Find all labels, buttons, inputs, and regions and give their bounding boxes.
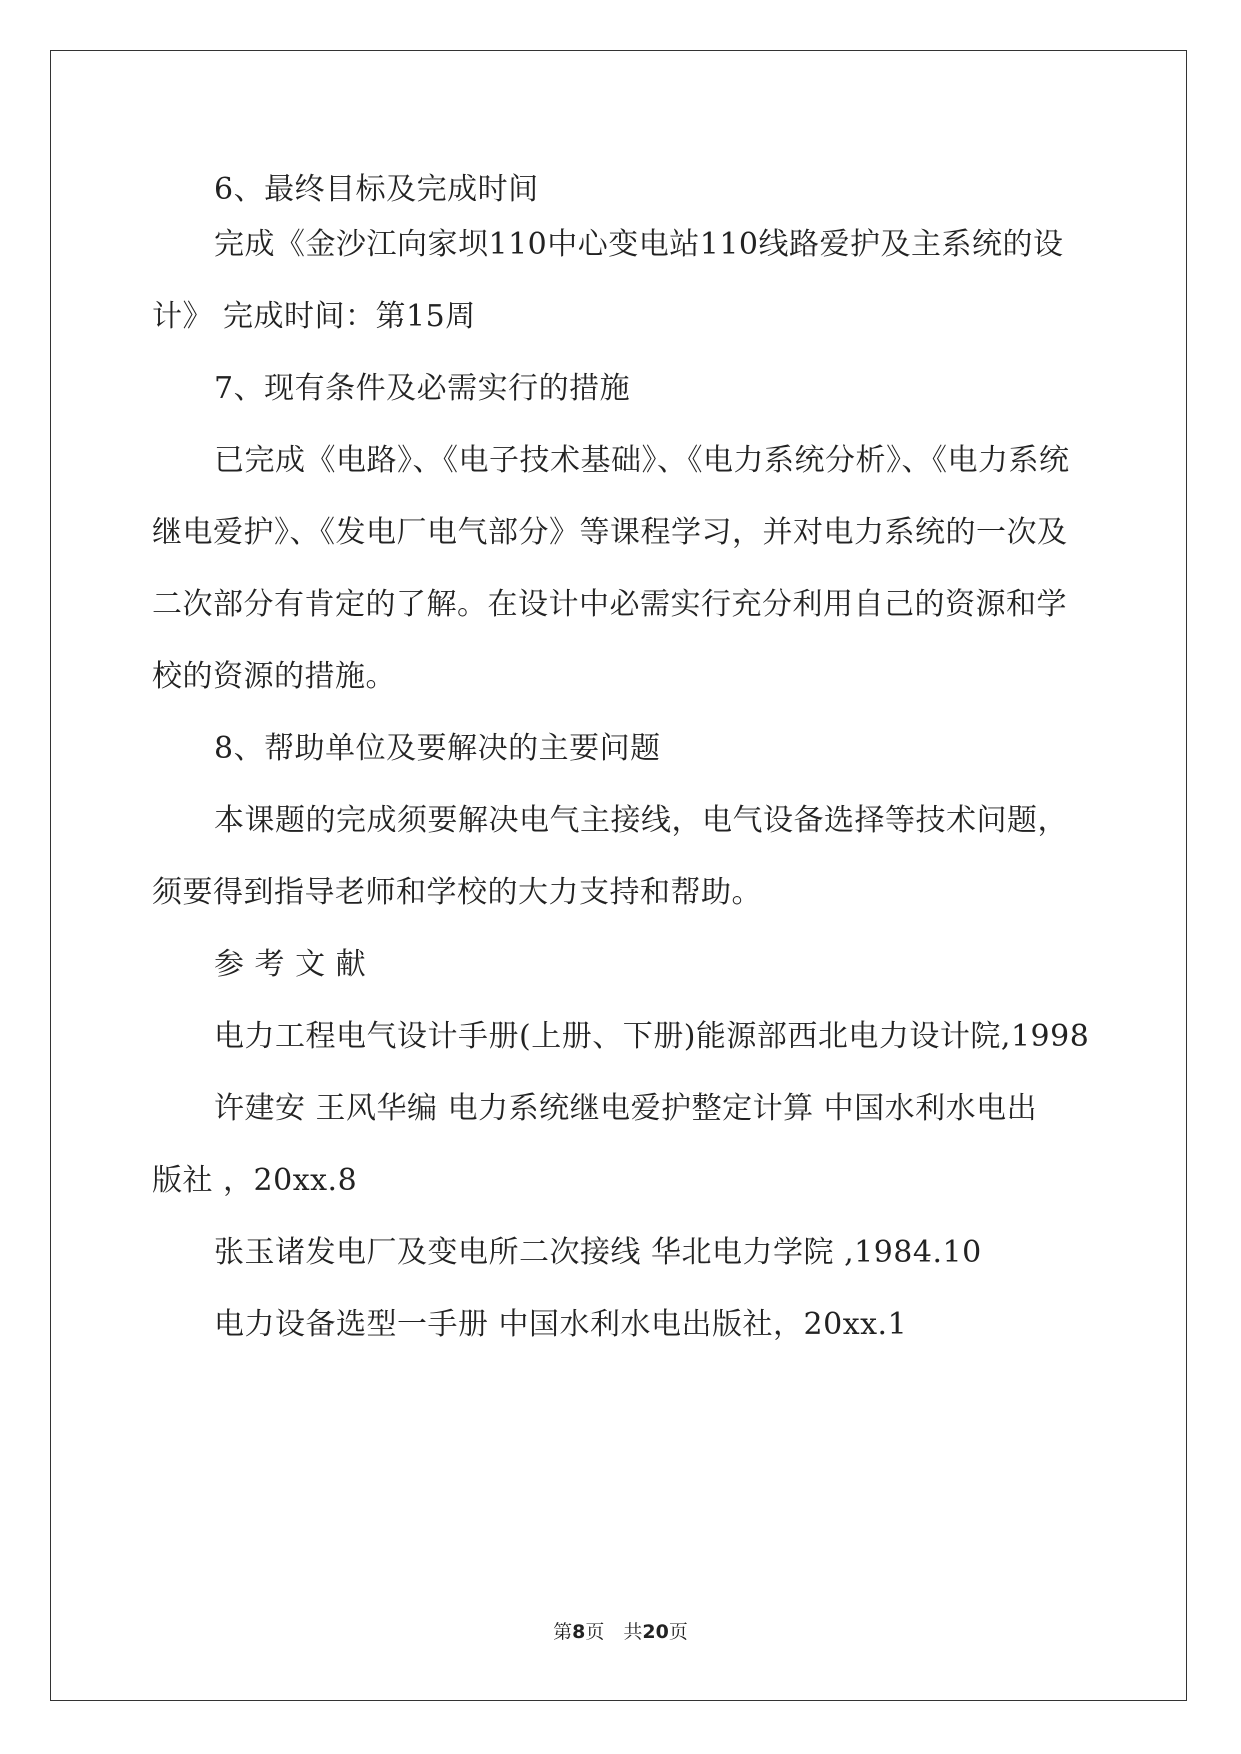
heading-6: 6、最终目标及完成时间	[214, 172, 539, 207]
paragraph-line: 已完成《电路》、《电子技术基础》、《电力系统分析》、《电力系统	[214, 443, 1070, 478]
footer-middle: 页 共	[585, 1621, 643, 1643]
paragraph-line: 完成《金沙江向家坝110中心变电站110线路爱护及主系统的设	[214, 227, 1064, 262]
paragraph-line: 继电爱护》、《发电厂电气部分》等课程学习，并对电力系统的一次及	[152, 515, 1068, 550]
paragraph-line: 须要得到指导老师和学校的大力支持和帮助。	[152, 875, 762, 910]
reference-item: 张玉诸发电厂及变电所二次接线 华北电力学院 ,1984.10	[214, 1235, 982, 1270]
paragraph-line: 本课题的完成须要解决电气主接线，电气设备选择等技术问题，	[214, 803, 1068, 838]
page-footer	[0, 1620, 1241, 1644]
footer-page-number: 8	[572, 1621, 586, 1643]
heading-8: 8、帮助单位及要解决的主要问题	[214, 731, 661, 766]
paragraph-line: 二次部分有肯定的了解。在设计中必需实行充分利用自己的资源和学	[152, 587, 1067, 622]
references-heading: 参 考 文 献	[214, 947, 367, 982]
reference-item: 许建安 王风华编 电力系统继电爱护整定计算 中国水利水电出	[214, 1091, 1038, 1126]
paragraph-line: 计》 完成时间：第15周	[152, 299, 476, 334]
paragraph-line: 校的资源的措施。	[152, 659, 396, 694]
reference-item: 电力工程电气设计手册(上册、下册)能源部西北电力设计院,1998	[214, 1019, 1090, 1054]
reference-item-continued: 版社 ，20xx.8	[152, 1163, 358, 1198]
footer-prefix: 第	[553, 1621, 573, 1643]
footer-suffix: 页	[668, 1621, 688, 1643]
footer-total-pages: 20	[642, 1621, 669, 1643]
heading-7: 7、现有条件及必需实行的措施	[214, 371, 631, 406]
reference-item: 电力设备选型一手册 中国水利水电出版社，20xx.1	[214, 1307, 908, 1342]
